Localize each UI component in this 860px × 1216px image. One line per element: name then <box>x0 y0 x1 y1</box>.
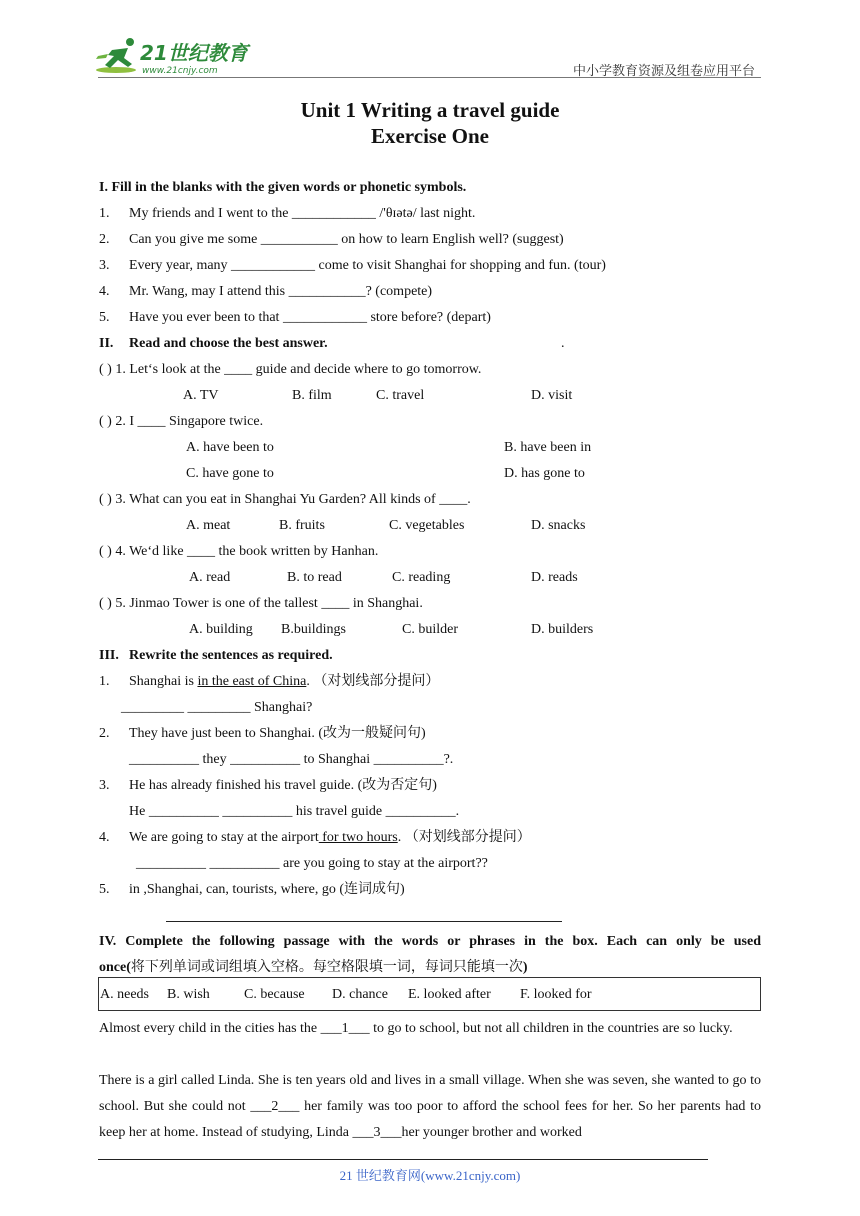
s3-item-sentence: They have just been to Shanghai. (改为一般疑问句) <box>129 726 426 741</box>
logo-main-text: 21世纪教育 <box>140 41 248 65</box>
s2-option: A. TV <box>183 388 219 403</box>
s3-text: We are going to stay at the airport <box>129 830 319 845</box>
s1-item-text: Every year, many ____________ come to visit Shanghai for shopping and fun. (tour) <box>129 258 606 273</box>
footer-text: 21 世纪教育网(www.21cnjy.com) <box>339 1168 521 1183</box>
logo-url-text: www.21cnjy.com <box>142 66 218 76</box>
s3-item-sentence: He has already finished his travel guide. (改为否定句) <box>129 778 437 793</box>
word-option: E. looked after <box>408 987 491 1002</box>
s4-heading-cn: 将下列单词或词组填入空格。每空格限填一词，每词只能填一次 <box>130 960 523 975</box>
s1-item-number: 4. <box>99 284 110 299</box>
s3-answer-line: __________ __________ are you going to stay at the airport?? <box>136 856 488 871</box>
header-divider <box>98 77 761 78</box>
s2-option: C. have gone to <box>186 466 274 481</box>
s3-answer-line: __________ they __________ to Shanghai __________?. <box>129 752 454 767</box>
s2-option: B.buildings <box>281 622 346 637</box>
passage-paragraph: Almost every child in the cities has the ___1___ to go to school, but not all children in the countries are so lucky. <box>99 1021 733 1036</box>
s3-underlined-text: for two hours <box>318 830 398 845</box>
s1-item-text: Have you ever been to that ____________ store before? (depart) <box>129 310 491 325</box>
section4-heading: IV. Complete the following passage with the words or phrases in the box. Each can only be used <box>99 934 761 949</box>
s2-option: B. fruits <box>279 518 325 533</box>
s2-option: C. reading <box>392 570 451 585</box>
s3-text: . （对划线部分提问） <box>397 830 531 845</box>
s3-text: Shanghai is <box>129 674 198 689</box>
s3-item-sentence <box>129 829 531 847</box>
s1-item-number: 1. <box>99 206 110 221</box>
s3-item-sentence <box>129 673 439 691</box>
footer-divider <box>98 1159 708 1160</box>
s2-option: A. read <box>189 570 231 585</box>
s2-question-stem: ( ) 5. Jinmao Tower is one of the tallest ____ in Shanghai. <box>99 596 423 611</box>
s2-option: A. meat <box>186 518 231 533</box>
s4-heading-close: ) <box>522 960 528 975</box>
s1-item-number: 3. <box>99 258 110 273</box>
s4-heading-once: once( <box>99 960 131 975</box>
passage-paragraph: There is a girl called Linda. She is ten years old and lives in a small village. When she was seven, she wanted to go to school. But she could not ___2___ her family was too poor to afford the school fees for her. So her parents had to keep her at home. Instead of studying, Linda ___3___her younger brother and worked <box>99 1073 761 1140</box>
s3-item-number: 3. <box>99 778 110 793</box>
s2-option: D. visit <box>531 388 573 403</box>
section1-heading: I. Fill in the blanks with the given words or phonetic symbols. <box>99 180 467 195</box>
site-logo <box>94 36 264 78</box>
s3-answer-line: _________ _________ Shanghai? <box>121 700 313 715</box>
word-option: B. wish <box>167 987 210 1002</box>
s3-item-number: 1. <box>99 674 110 689</box>
runner-logo-icon <box>94 36 264 78</box>
word-option: C. because <box>244 987 305 1002</box>
section4-heading-cont <box>99 959 528 977</box>
page-title: Unit 1 Writing a travel guide <box>300 98 560 122</box>
s3-text: . （对划线部分提问） <box>306 674 440 689</box>
s3-item-sentence: in ,Shanghai, can, tourists, where, go (连词成句) <box>129 882 405 897</box>
s2-option: D. has gone to <box>504 466 585 481</box>
section2-dot: . <box>561 336 565 351</box>
word-box <box>98 977 761 1011</box>
s1-item-number: 5. <box>99 310 110 325</box>
s3-blank-answer-line <box>166 921 562 922</box>
s2-option: A. have been to <box>186 440 274 455</box>
s2-option: B. film <box>292 388 332 403</box>
s2-option: C. builder <box>402 622 458 637</box>
s1-item-text: My friends and I went to the ____________ /'θɪətə/ last night. <box>129 206 476 221</box>
s3-item-number: 5. <box>99 882 110 897</box>
word-option: A. needs <box>100 987 149 1002</box>
section2-number: II. <box>99 336 114 351</box>
section3-heading: Rewrite the sentences as required. <box>129 648 333 663</box>
s2-option: B. to read <box>287 570 342 585</box>
s2-question-stem: ( ) 4. We‘d like ____ the book written by Hanhan. <box>99 544 379 559</box>
s2-question-stem: ( ) 2. I ____ Singapore twice. <box>99 414 264 429</box>
s1-item-text: Mr. Wang, may I attend this ___________? (compete) <box>129 284 433 299</box>
page-subtitle: Exercise One <box>370 124 489 148</box>
word-option: F. looked for <box>520 987 592 1002</box>
s2-option: B. have been in <box>504 440 592 455</box>
s3-item-number: 2. <box>99 726 110 741</box>
section3-number: III. <box>99 648 119 663</box>
s3-underlined-text: in the east of China <box>197 674 307 689</box>
s2-option: D. snacks <box>531 518 586 533</box>
s1-item-text: Can you give me some ___________ on how to learn English well? (suggest) <box>129 232 564 247</box>
s3-item-number: 4. <box>99 830 110 845</box>
s2-option: C. vegetables <box>389 518 465 533</box>
s1-item-number: 2. <box>99 232 110 247</box>
s2-option: D. builders <box>531 622 594 637</box>
s2-option: C. travel <box>376 388 425 403</box>
s2-option: A. building <box>189 622 253 637</box>
platform-name: 中小学教育资源及组卷应用平台 <box>572 63 755 78</box>
s2-question-stem: ( ) 1. Let‘s look at the ____ guide and decide where to go tomorrow. <box>99 362 482 377</box>
section2-heading: Read and choose the best answer. <box>129 336 328 351</box>
word-option: D. chance <box>332 987 388 1002</box>
s3-answer-line: He __________ __________ his travel guide __________. <box>129 804 460 819</box>
s2-option: D. reads <box>531 570 578 585</box>
s2-question-stem: ( ) 3. What can you eat in Shanghai Yu Garden? All kinds of ____. <box>99 492 471 507</box>
